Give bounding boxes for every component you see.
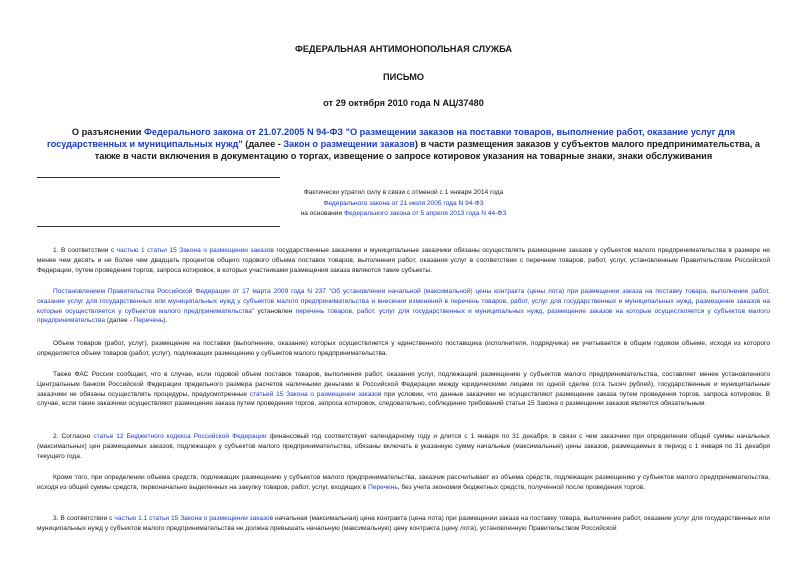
p6-text-2: , без учета экономии бюджетных средств, полученной после проведения торгов. [397,483,646,491]
p4-text-1: Также ФАС России сообщает, что в случае, если годовой объем поставок товаров, выполнения работ, оказания услуг, подлежащий размещению у субъектов малого предпринимательства, составляет менее установленного Центральным банком Российской Федерации предельного размера расчетов наличными деньгами в Российской Федерации между юридическими лицами по одной сделке (ста тысяч рублей), государственные и муниципальные заказчики не обязаны осуществлять процедуры, предусмотренные [37,371,770,398]
validity-note [0,188,807,220]
p4-link[interactable]: статьей 15 Закона о размещении заказов [249,390,382,398]
p6-text-1: Кроме того, при определении объема средств, подлежащих размещению у субъектов малого предпринимательства, заказчик рассчитывает из объема средств, подлежащих размещению у субъектов малого предпринимательства, исходя из общей суммы средств, первоначально выделенных на закупку товаров, работ, услуг, входящих в [37,474,770,491]
p5-text-1: 2. Согласно [53,433,94,440]
p7-text-2: начальная (максимальная) цена контракта (цена лота) при размещении заказа на поставку товара, выполнение работ, оказание услуг для государственных или муниципальных нужд у субъектов малого предпринимательства не должна превышать начальную (максимальную) цену контракта (цену лота), установленную Правительством Российской [37,515,770,532]
p7-text-1: 3. В соответствии с [53,515,115,522]
p2-text-1: установлен [254,307,296,315]
p5-text-2: финансовый год соответствует календарному году и длится с 1 января по 31 декабря, в связи с чем заказчики при определении общей суммы начальных (максимальных) цен размещаемых заказов, подлежащих у субъектов малого предпринимательства, обязаны включать в указанную сумму начальные (максимальные) цены заказов, размещаемых в период с 1 января по 31 декабря текущего года. [37,433,770,460]
paragraph-4 [37,370,770,409]
p2-text-2: (далее - [105,317,134,325]
p5-link-budget-code[interactable]: статье 12 Бюджетного кодекса Российской Федерации [93,433,267,440]
p2-link-perechen[interactable]: Перечень [133,317,164,325]
date-number-heading: от 29 октября 2010 года N АЦ/37480 [323,98,484,108]
title-text-1: О разъяснении [71,127,145,137]
p1-link[interactable]: частью 1 статьи 15 Закона о размещении заказов [116,247,274,254]
paragraph-7 [37,514,770,534]
p1-text-2: государственные заказчики и муниципальные заказчики обязаны осуществлять размещение заказов у субъектов малого предпринимательства в размере не менее чем десять и не более чем двадцать процентов общего годового объема поставок товаров, выполнения работ, оказания услуг в соответствии с перечнем товаров, работ, услуг, установленным Правительством Российской Федерации, путем проведения торгов, запроса котировок, в которых участниками размещения заказа являются такие субъекты. [37,247,770,274]
link-zakon-razmeshenii[interactable]: Закон о размещении заказов [283,139,415,149]
p4-text-2: при условии, что данные заказчики не осуществляют размещение заказа путем проведения торгов, запроса котировок. В случае, если такие заказчики осуществляют размещение заказа путем проведения торгов, запроса котировок, следовательно, соблюдение требований статьи 15 Закона о размещении заказов является обязательным. [37,390,770,408]
paragraph-6 [37,473,770,493]
p7-link[interactable]: частью 1.1 статьи 15 Закона о размещении заказов [114,515,274,522]
paragraph-1 [37,246,770,275]
title-text-2: (далее - [242,139,284,149]
p6-link-perechen[interactable]: Перечень [368,483,398,491]
link-law-94fz[interactable]: Федерального закона от 21.07.2005 N 94-ФЗ "О размещении заказов на поставки товаров, выполнение работ, оказание услуг для государственных и муниципальных нужд" [46,127,736,149]
paragraph-3: Объем товаров (работ, услуг), размещение на поставки (выполнение, оказание) которых осуществляется у единственного поставщика (исполнителя, подрядчика) не учитывается в общем годовом объеме, исходя из которого определяется объем товаров (работ, услуг), подлежащих размещению у субъектов малого предпринимательства. [37,340,770,357]
paragraph-5 [37,432,770,461]
note-line-3-text: на основании [300,210,344,217]
p2-link-perechen-full[interactable]: перечень товаров, работ, услуг для государственных и муниципальных нужд, размещение заказов на которые осуществляется у субъектов малого предпринимательства [37,307,770,325]
note-link-44fz[interactable]: Федерального закона от 5 апреля 2013 года N 44-ФЗ [343,210,507,217]
title-text-3: ) в части размещения заказов у субъектов малого предпринимательства, а также в части включения в документацию о торгах, извещение о запросе котировок указания на товарные знаки, знаки обслуживания [94,139,761,161]
doc-type-heading: ПИСЬМО [382,72,425,82]
p2-link-postanovlenie[interactable]: Постановлением Правительства Российской Федерации от 17 марта 2009 года N 237 "Об установлении начальной (максимальной) цены контракта (цены лота) при размещении заказа на поставку товара, выполнение работ, оказание услуг для государственных или муниципальных нужд у субъектов малого предпринимательства и внесении изменений в перечень товаров, работ, услуг для государственных и муниципальных нужд, размещение заказов на которые осуществляется у субъектов малого предпринимательства" [37,288,770,315]
divider-top [37,177,280,178]
document-title [37,126,770,162]
divider-bottom [37,226,280,227]
note-link-94fz[interactable]: Федерального закона от 21 июля 2005 года N 94-ФЗ [323,199,484,207]
p2-text-3: ). [163,317,168,325]
note-line-1: Фактически утратил силу в связи с отменой с 1 января 2014 года [303,189,504,196]
agency-heading: ФЕДЕРАЛЬНАЯ АНТИМОНОПОЛЬНАЯ СЛУЖБА [294,44,512,54]
p1-text-1: 1. В соответствии с [53,247,117,254]
paragraph-2 [37,287,770,326]
